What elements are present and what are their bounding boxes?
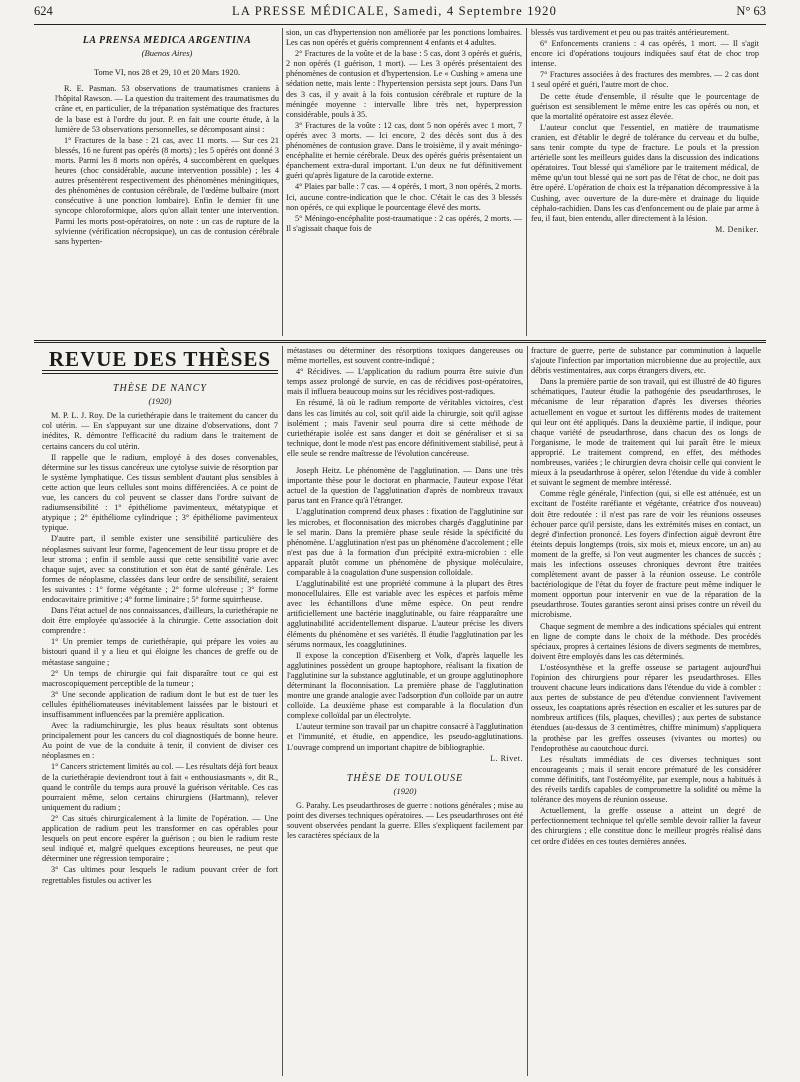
paragraph: Joseph Heitz. Le phénomène de l'agglutination. — Dans une très importante thèse pour le doctorat en pharmacie, l'auteur expose l'état actuel de la question de l'agglutination d'après de nombreux travaux parus tant en France qu'à l'étranger. xyxy=(287,466,523,506)
journal-col-3 xyxy=(531,28,759,338)
paragraph: Dans l'état actuel de nos connaissances, d'ailleurs, la curiethérapie ne doit être employée qu'associée à la chirurgie. Cette association doit comprendre : xyxy=(42,606,278,636)
paragraph: De cette étude d'ensemble, il résulte que le pourcentage de guérison est sensiblement le même entre les cas opérés ou non, et que la mortalité opératoire est assez élevée. xyxy=(531,91,759,121)
column-divider xyxy=(527,346,528,1076)
paragraph: 3° Fractures de la voûte : 12 cas, dont 5 non opérés avec 1 mort, 7 opérés avec 3 morts. — Ici encore, 2 des décès sont dus à des phénomènes de contusion grave. Dans le troisième, il y avait méningo-encéphalite et hernie cérébrale. Deux des opérés guéris présentaient un épanchement extra-dural important. L'un deux ne fut définitivement guéri qu'après ligature de la carotide externe. xyxy=(286,120,522,181)
toulouse-year: (1920) xyxy=(393,785,417,796)
paragraph: 7° Fractures associées à des fractures des membres. — 2 cas dont 1 seul opéré et guéri, l'autre mort de choc. xyxy=(531,70,759,90)
journal-city: (Buenos Aires) xyxy=(141,48,193,59)
journal-signature: M. Deniker. xyxy=(715,224,759,234)
paragraph: 1° Cancers strictement limités au col. — Les résultats déjà fort beaux de la curiethérapie deviendront tout à fait « enthousiasmants », dit R., quand le contrôle du temps aura prouvé la guérison véritable. Ces cas pourraient même, selon certains chirurgiens (Hartmann), relever uniquement du radium ; xyxy=(42,762,278,812)
paragraph: M. P. L. J. Roy. De la curiethérapie dans le traitement du cancer du col utérin. — En s'appuyant sur une dizaine d'observations, dont 7 inédites, R. démontre l'efficacité du radium dans le traitement de certains cancers du col utérin. xyxy=(42,411,278,451)
paragraph: L'auteur conclut que l'essentiel, en matière de traumatisme cranien, est d'établir le degré de tolérance du cerveau et du bulbe, sans tenir compte du type de fracture. Le pouls et la pression artérielle sont les meilleurs guides dans la discussion des indications opératoires. Tout blessé qui s'améliore par le traitement médical, de même qu'un tout blessé qui ne sort pas de l'état de choc, ne doit pas être opéré. L'opération de choix est la trépanation décompressive à la Cushing, avec ouverture de la dure-mère et drainage du liquide céphalo-rachidien. Dans les cas d'enfoncement ou de plaie par arme à feu, il faut, bien entendu, aller directement à la lésion. xyxy=(531,122,759,223)
paragraph: Il rappelle que le radium, employé à des doses convenables, détermine sur les tissus cancéreux une cytolyse suivie de résorption par le système lymphatique. Ces tissus semblent d'autant plus sensibles à cette action que leurs cellules sont moins différenciées. A ce point de vue, les cancers du col peuvent se classer dans l'ordre suivant de radiumsensibilité : 1° épithéliome pavimenteux, métatypique et atypique ; 2° épithéliome cylindrique ; 3° épithéliome pavimenteux typique. xyxy=(42,452,278,533)
heitz-signature: L. Rivet. xyxy=(490,753,523,763)
journal-col-2 xyxy=(286,28,522,338)
paragraph: sion, un cas d'hypertension non améliorée par les ponctions lombaires. Les cas non opérés et guéris comprennent 4 enfants et 4 adultes. xyxy=(286,28,522,48)
paragraph: D'autre part, il semble exister une sensibilité particulière des néoplasmes suivant leur forme, l'agencement de leur tissu propre et de leur stroma ; enfin il semble aussi que cette sensibilité varie avec chaque sujet, avec sa constitution et son état de santé générale. Les formes de néoplasme, classées dans leur ordre de sensibilité, seraient les suivantes : 1° forme végétante ; 2° forme ulcéreuse ; 3° forme endocavitaire primitive ; 4° forme liminaire ; 5° forme squirrheuse. xyxy=(42,534,278,604)
column-divider xyxy=(282,28,283,336)
paragraph: Chaque segment de membre a des indications spéciales qui entrent en ligne de compte dans le choix de la méthode. Des procédés spéciaux, propres à certaines lésions de divers segments de membres, doivent être employés dans les cas déterminés. xyxy=(531,621,761,661)
paragraph: 3° Cas ultimes pour lesquels le radium pouvant créer de fort regrettables fistules ou activer les xyxy=(42,865,278,885)
column-divider xyxy=(526,28,527,336)
journal-col-1 xyxy=(55,26,279,338)
paragraph: Comme règle générale, l'infection (qui, si elle est atténuée, est un excitant de l'ostéite raréfiante et végétante, créatrice d'os nouveau) doit être redoutée : il n'est pas rare de voir les réunions osseuses échouer parce qu'il persiste, dans les extrémités mises en contact, un degré d'infection prononcé. Les foyers d'infection aiguë devront être éteints depuis longtemps (trois, six mois et, mieux encore, un an) au moment de la greffe, si l'on veut augmenter les chances de succès ; mais les infections osseuses chroniques devront être traitées complètement avant de passer à la réunion osseuse. Le contrôle bactériologique de l'état du foyer de fracture peut même indiquer le moment opportun pour intervenir en vue de la réparation de la pseudarthrose. Toutes garanties seront ainsi prises contre un réveil du microbisme. xyxy=(531,489,761,620)
nancy-title: THÈSE DE NANCY xyxy=(112,383,207,395)
paragraph: Avec la radiumchirurgie, les plus beaux résultats sont obtenus principalement pour les cancers du col diagnostiqués de bonne heure. Au point de vue de la conduite à tenir, il convient de diviser ces néoplasmes en : xyxy=(42,721,278,761)
paragraph: 4° Récidives. — L'application du radium pourra être suivie d'un temps assez prolongé de survie, en cas de récidives post-opératoires, mais il influera beaucoup moins sur les récidives post-radiques. xyxy=(287,367,523,397)
column-divider xyxy=(282,346,283,1076)
paragraph: 4° Plaies par balle : 7 cas. — 4 opérés, 1 mort, 3 non opérés, 2 morts. Ici, aucune contre-indication que le choc. C'était le cas des 3 blessés non opérés, ce qui explique le pourcentage élevé des morts. xyxy=(286,182,522,212)
nancy-year: (1920) xyxy=(148,396,172,407)
journal-tome: Tome VI, nos 28 et 29, 10 et 20 Mars 1920. xyxy=(93,68,241,78)
paragraph: L'auteur termine son travail par un chapitre consacré à l'agglutination et l'immunité, et étudie, en appendice, les pseudo-agglutinations. L'ouvrage comprend un important chapitre de bibliographie. xyxy=(287,722,523,752)
paragraph: 5° Méningo-encéphalite post-traumatique : 2 cas opérés, 2 morts. — Il s'agissait chaque fois de xyxy=(286,213,522,233)
paragraph: 2° Fractures de la voûte et de la base : 5 cas, dont 3 opérés et guéris, 2 non opérés (1 guérison, 1 mort). — Les 3 opérés présentaient des phénomènes de contusion et d'hypertension. Le « Cushing » amena une sédation nette, mais lente : l'hypertension persista sept jours. Dans l'un des 3 cas, il y avait à la fois contusion cérébrale et rupture de la méningée moyenne : intervalle libre très net, hyperpression considérable, pouls à 35. xyxy=(286,49,522,119)
issue-number: N° 63 xyxy=(736,4,766,18)
paragraph: Les résultats immédiats de ces diverses techniques sont encourageants ; mais il serait encore prématuré de les considérer comme définitifs, tant l'ostéomyélite, par exemple, nous a habitués à des réveils tardifs capables de compromettre la solidité ou même la tolérance des moyens de réunion osseuse. xyxy=(531,754,761,805)
revue-col-3 xyxy=(531,346,761,1082)
paragraph: Il expose la conception d'Eisenberg et Volk, d'après laquelle les agglutinines possèdent un groupe haptophore, réalisant la fixation de l'agglutinine sur la substance agglutinable, et un groupe agglutinophore déterminant la floconnisation. La première phase de l'agglutination montre une grande analogie avec l'adsorption d'un colloïde par un autre colloïde. La deuxième phase est comparable à la floculation d'un complexe colloïdal par un électrolyte. xyxy=(287,650,523,721)
toulouse-title: THÈSE DE TOULOUSE xyxy=(346,772,464,784)
paragraph: fracture de guerre, perte de substance par comminution à laquelle s'ajoute l'infection par importation microbienne due au projectile, aux débris vestimentaires, aux corps étrangers divers, etc. xyxy=(531,346,761,376)
paragraph: 3° Une seconde application de radium dont le but est de tuer les cellules épithéliomateuses inévitablement laissées par le bistouri et insuffisamment influencées par la première application. xyxy=(42,689,278,719)
paragraph: L'ostéosynthèse et la greffe osseuse se partagent aujourd'hui l'opinion des chirurgiens pour réparer les pseudarthroses. Elles trouvent chacune leurs indications dans l'étendue du vide à combler : aux pertes de substance de peu d'étendue conviennent l'avivement osseux, les coaptations après résection en escalier et les sutures par de nombreux artifices (fils, plaques, chevilles) ; aux pertes de substance étendues (au-dessus de 3 centimètres, chiffre minimum) s'appliquera la prothèse par les greffes osseuses (vivantes ou mortes) ou l'endoprothèse au caoutchouc durci. xyxy=(531,662,761,753)
paragraph: 1° Un premier temps de curiethérapie, qui prépare les voies au bistouri quand il y a lieu et qui éloigne les chances de greffe ou de métastase sanguine ; xyxy=(42,637,278,667)
revue-title: REVUE DES THÈSES xyxy=(48,347,272,371)
header-rule xyxy=(34,24,766,25)
paragraph: L'agglutinabilité est une propriété commune à la plupart des êtres monocellulaires. Elle est variable avec les espèces et parfois même avec les échantillons d'une même espèce. On peut rendre artificiellement une bactérie inagglutinable, ou faire réapparaître une agglutinabilité accidentellement disparue. L'auteur précise les divers éléments du phénomène et ses variétés. Il étudie l'agglutination par les sérums normaux, les coagglutinines. xyxy=(287,579,523,649)
paragraph: 2° Un temps de chirurgie qui fait disparaître tout ce qui est macroscopiquement perceptible de la tumeur ; xyxy=(42,668,278,688)
paragraph: métastases ou déterminer des résorptions toxiques dangereuses ou même mortelles, est souvent contre-indiqué ; xyxy=(287,346,523,366)
paragraph: L'agglutination comprend deux phases : fixation de l'agglutinine sur les microbes, et floconnisation des microbes chargés d'agglutinine par le sel marin. Dans la première phase seule réside la spécificité du phénomène. L'agglutination n'est pas un phénomène d'accolement ; elle n'est pas due à la formation d'un précipité extra-microbien : elle apparaît plutôt comme un phénomène de physique moléculaire, comparable à la coagulation d'une suspension colloïdale. xyxy=(287,507,523,577)
paragraph: Actuellement, la greffe osseuse a atteint un degré de perfectionnement technique tel qu'elle semble devoir rallier la faveur des chirurgiens ; elle constitue donc le meilleur progrès réalisé dans cet ordre d'idées en ces toutes dernières années. xyxy=(531,806,761,846)
paragraph: blessés vus tardivement et peu ou pas traités antérieurement. xyxy=(531,28,730,37)
revue-col-2 xyxy=(287,346,523,1082)
revue-col-1 xyxy=(42,346,278,1082)
journal-title: LA PRENSA MEDICA ARGENTINA xyxy=(82,35,252,46)
paragraph: 1° Fractures de la base : 21 cas, avec 11 morts. — Sur ces 21 blessés, 16 ne furent pas opérés (8 morts) ; les 5 opérés ont donné 3 morts. Parmi les 8 morts non opérés, 4 succombèrent en quelques heures (choc considérable, aucune intervention possible) ; les 4 autres présentèrent respectivement des phénomènes méningitiques, des phénomènes de contusion cérébrale, de l'œdème bulbaire (mort consécutive à une ponction lombaire). Enfin le dernier fit une syncope chloroformique, alors qu'on allait tenter une intervention. Parmi les morts post-opératoires, on note : un cas de rupture de la sylvienne (vérification nécropsique), un cas de contusion cérébrale sans hyperten- xyxy=(55,135,279,246)
paragraph: 6° Enfoncements craniens : 4 cas opérés, 1 mort. — Il s'agit encore ici d'opérations toujours indiquées sauf état de choc trop intense. xyxy=(531,39,759,69)
page-number: 624 xyxy=(34,4,53,18)
paragraph: En résumé, là où le radium remporte de véritables victoires, c'est dans les cas limités au col, soit qu'il aide la chirurgie, soit qu'il agisse isolément ; mais l'avenir seul pourra dire si cette méthode de curiethérapie isolée est sans danger et doit se généraliser et si sa technique, dont le mode n'est pas encore définitivement stabilisé, peut à elle seule se rendre maîtresse de l'évolution cancéreuse. xyxy=(287,398,523,458)
journal-header-title: LA PRESSE MÉDICALE, Samedi, 4 Septembre 1920 xyxy=(232,4,558,18)
paragraph: 2° Cas situés chirurgicalement à la limite de l'opération. — Une application de radium peut les transformer en cas opérables pour lesquels on peut encore espérer la guérison ; ou bien le radium reste seul indiqué et, malgré quelques exceptions heureuses, ne peut que déterminer une régression temporaire ; xyxy=(42,813,278,864)
section-rule xyxy=(34,340,766,343)
paragraph: R. E. Pasman. 53 observations de traumatismes craniens à l'hôpital Rawson. — La question du traitement des traumatismes du crâne et, en particulier, de la trépanation systématique des fractures de la base est à l'ordre du jour. P. en fait une courte étude, à la lumière de 53 observations personnelles, se décomposant ainsi : xyxy=(55,84,279,134)
paragraph: Dans la première partie de son travail, qui est illustré de 40 figures schématiques, l'auteur étudie la pathogénie des pseudarthroses, le mécanisme de leur réparation d'après les diverses théories actuellement en vogue et surtout les différents modes de traitement qui leur ont été appliqués. Dans la deuxième partie, il indique, pour chaque variété de pseudarthrose, dans chacun des os longs de l'organisme, le mode de traitement qui lui paraît être le mieux approprié. Le traitement comprend, en effet, des méthodes nombreuses, variées ; le chirurgien devra choisir celle qui convient le mieux à la pseudarthrose à opérer, selon l'étendue du vide à combler et suivant le segment de membre intéressé. xyxy=(531,377,761,488)
paragraph: G. Parahy. Les pseudarthroses de guerre : notions générales ; mise au point des diverses techniques opératoires. — Les pseudarthroses ont été souvent observées pendant la guerre. Elles s'expliquent facilement par les caractères spéciaux de la xyxy=(287,800,523,841)
running-header xyxy=(34,4,766,24)
